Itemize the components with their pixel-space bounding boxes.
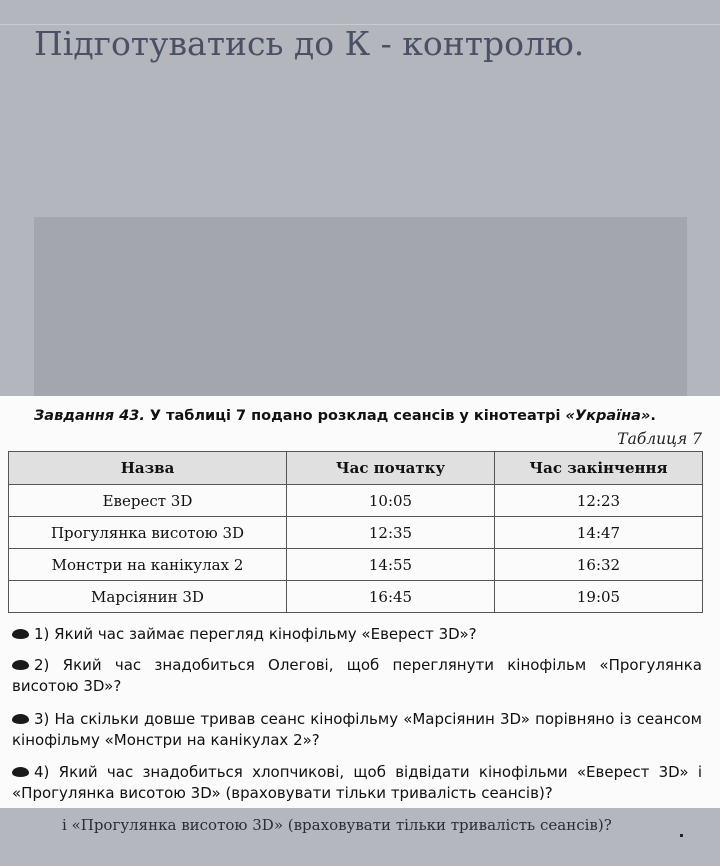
question-text: 2) Який час знадобиться Олегові, щоб переглянути кінофільм «Прогулянка висотою 3D»?	[12, 656, 702, 695]
table-row	[9, 549, 703, 581]
speech-bubble-icon	[12, 767, 29, 777]
speech-bubble-icon	[12, 660, 29, 670]
column-header: Час закінчення	[495, 452, 703, 485]
speech-bubble-icon	[12, 629, 29, 639]
top-background	[0, 0, 720, 396]
table-row	[9, 485, 703, 517]
task-number: Завдання 43.	[34, 408, 145, 424]
schedule-table	[8, 451, 703, 613]
speech-bubble-icon	[12, 714, 29, 724]
question-text: 4) Який час знадобиться хлопчикові, щоб відвідати кінофільми «Еверест 3D» і «Прогулянка висотою 3D» (враховувати тільки тривалість сеансів)?	[12, 763, 702, 802]
question-4	[12, 762, 702, 804]
column-header: Час початку	[287, 452, 495, 485]
question-1	[12, 624, 702, 645]
cell-title: Монстри на канікулах 2	[9, 549, 287, 581]
cell-end: 19:05	[495, 581, 703, 613]
question-3	[12, 709, 702, 751]
table-header-row	[9, 452, 703, 485]
cell-start: 16:45	[287, 581, 495, 613]
speck	[680, 834, 683, 837]
repeated-line: і «Прогулянка висотою 3D» (враховувати тільки тривалість сеансів)?	[62, 816, 612, 834]
task-text: У таблиці 7 подано розклад сеансів у кінотеатрі	[144, 408, 566, 424]
table-row	[9, 517, 703, 549]
bottom-overlap	[0, 808, 720, 866]
cell-title: Еверест 3D	[9, 485, 287, 517]
image-placeholder	[34, 217, 687, 396]
textbook-page	[0, 396, 720, 808]
cell-end: 16:32	[495, 549, 703, 581]
cell-end: 14:47	[495, 517, 703, 549]
page-title: Підготуватись до К - контролю.	[34, 24, 585, 63]
cell-start: 12:35	[287, 517, 495, 549]
cell-start: 10:05	[287, 485, 495, 517]
cell-start: 14:55	[287, 549, 495, 581]
cell-title: Прогулянка висотою 3D	[9, 517, 287, 549]
table-row	[9, 581, 703, 613]
cell-end: 12:23	[495, 485, 703, 517]
column-header: Назва	[9, 452, 287, 485]
task-heading	[34, 408, 656, 424]
table-caption: Таблиця 7	[617, 430, 702, 448]
question-2	[12, 655, 702, 697]
task-cinema: «Україна»	[565, 408, 651, 424]
question-text: 1) Який час займає перегляд кінофільму «Еверест 3D»?	[34, 625, 477, 643]
task-end: .	[650, 408, 656, 424]
cell-title: Марсіянин 3D	[9, 581, 287, 613]
question-text: 3) На скільки довше тривав сеанс кінофільму «Марсіянин 3D» порівняно із сеансом кінофільму «Монстри на канікулах 2»?	[12, 710, 702, 749]
